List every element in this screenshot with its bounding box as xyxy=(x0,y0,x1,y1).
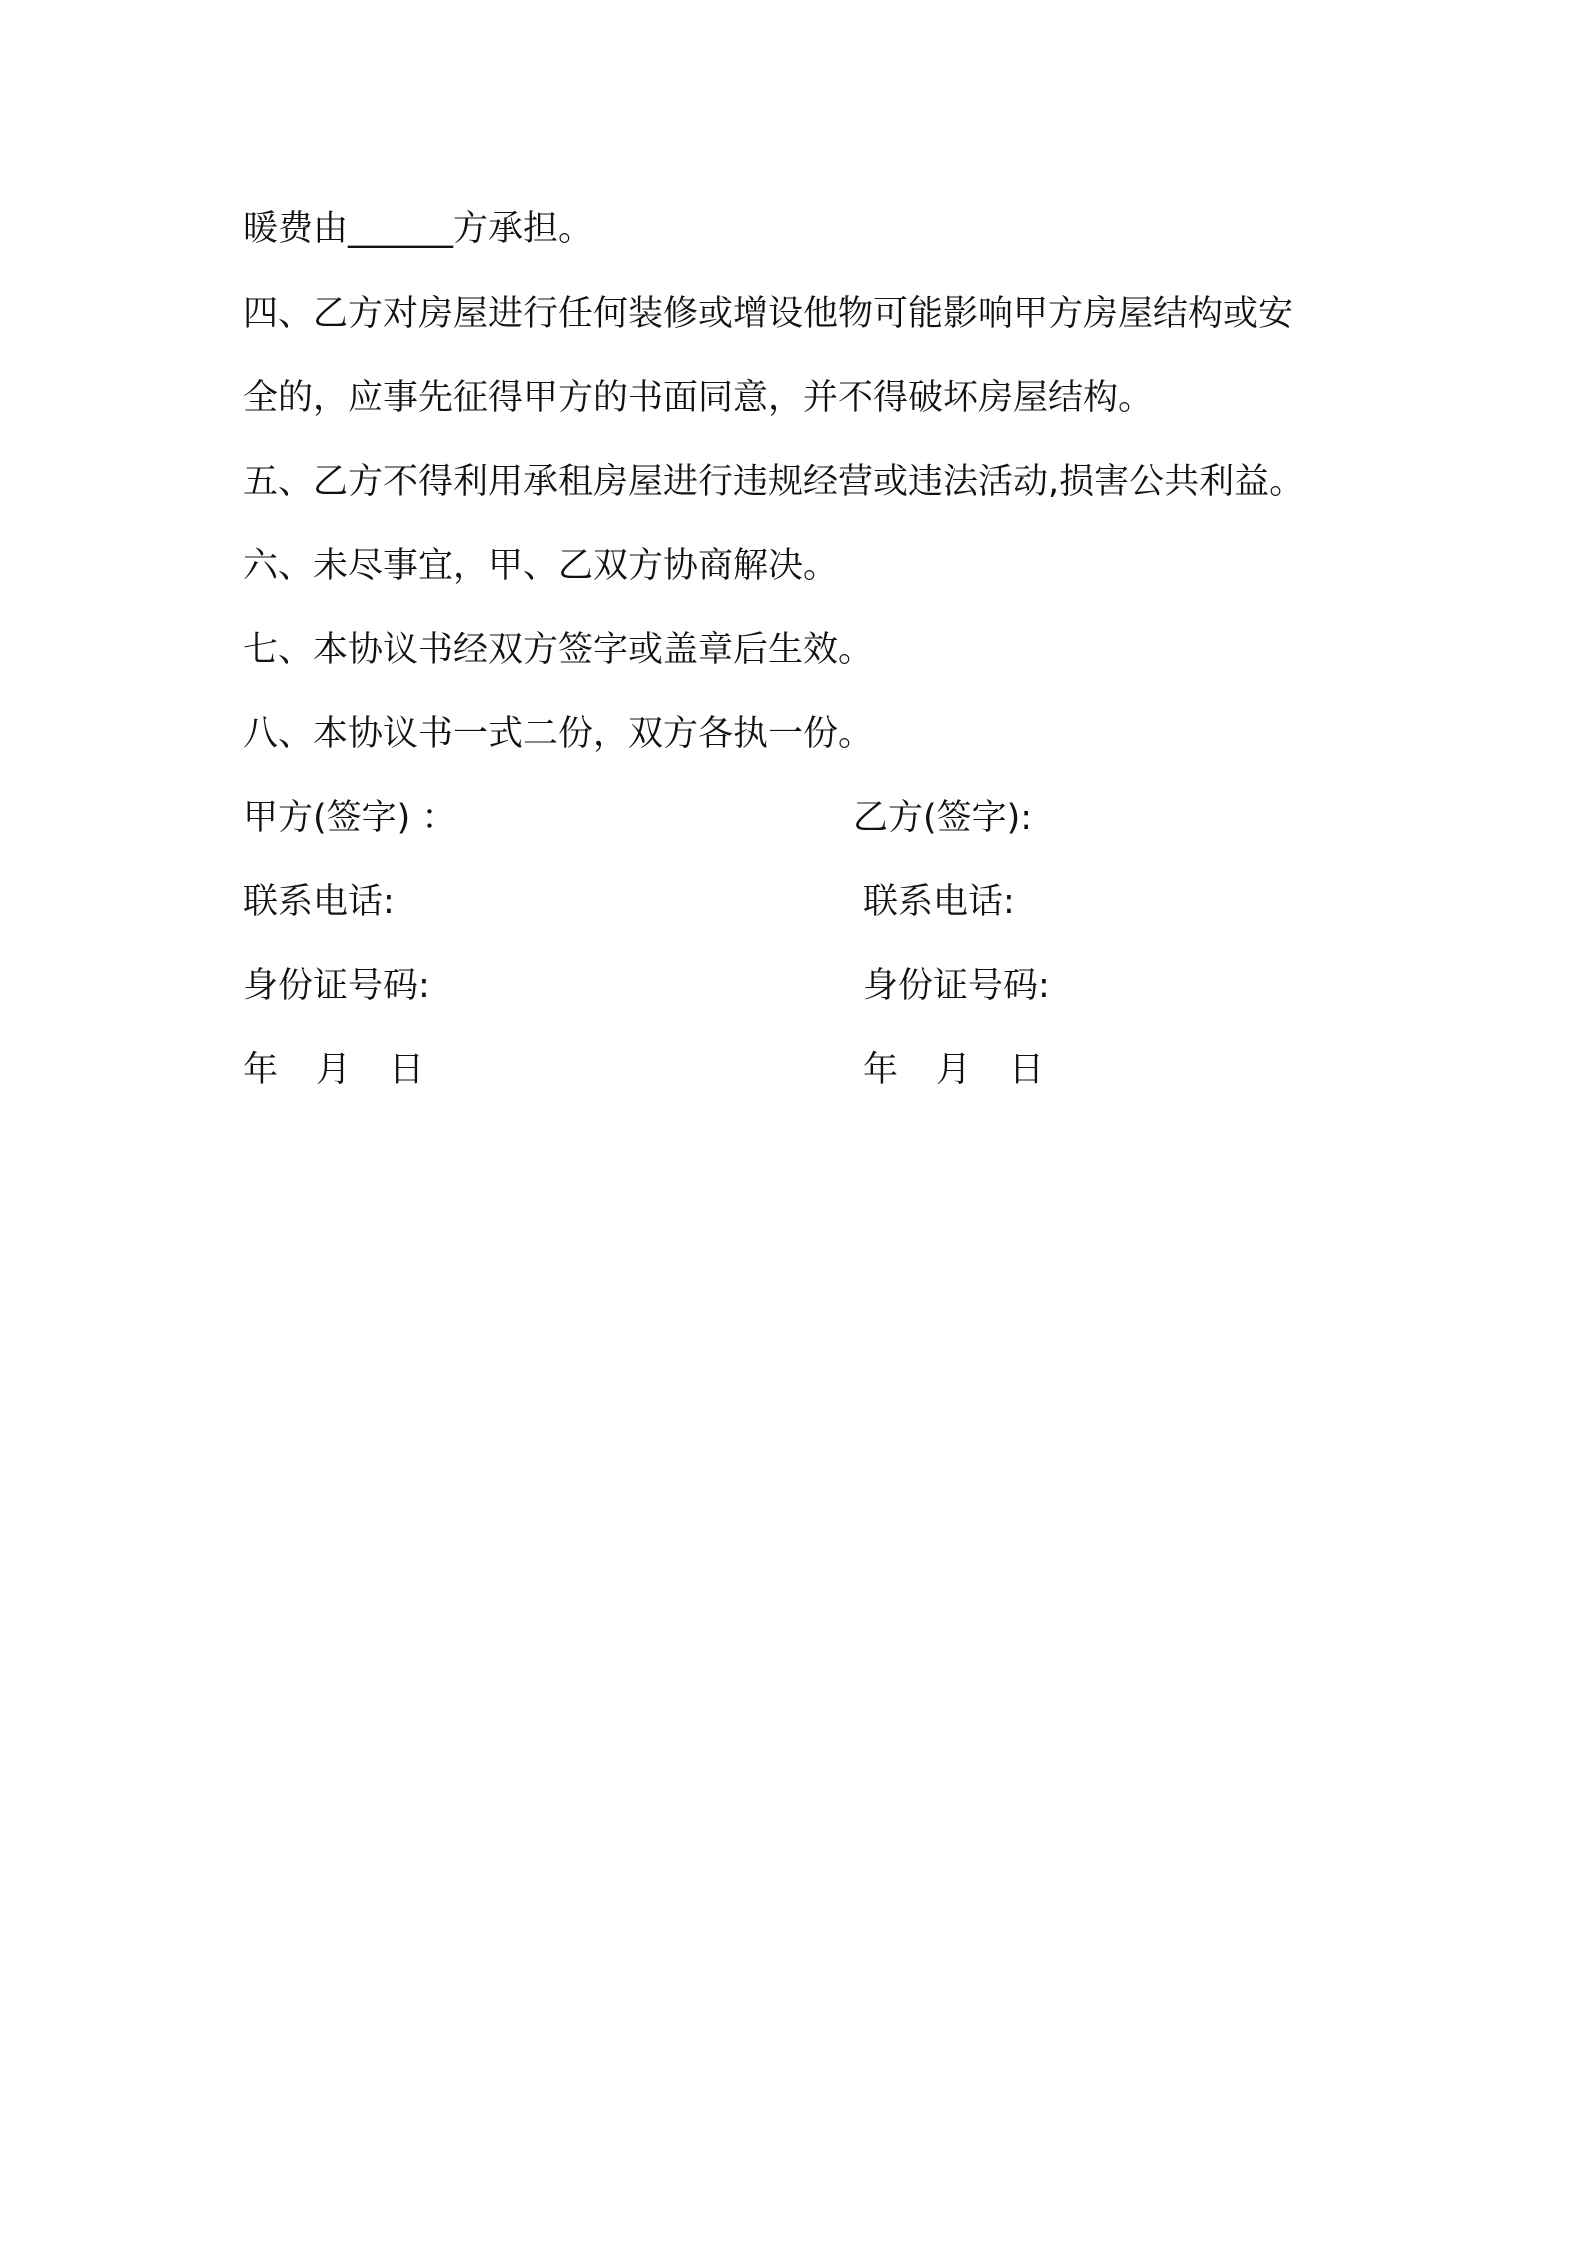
party-a-date xyxy=(243,1048,424,1092)
paragraph-clause-7: 七、本协议书经双方签字或盖章后生效。 xyxy=(243,630,874,670)
party-b-id-label: 身份证号码: xyxy=(863,966,1050,1006)
party-b-year: 年 xyxy=(863,1050,899,1090)
party-a-month: 月 xyxy=(316,1050,352,1090)
paragraph-clause-8: 八、本协议书一式二份，双方各执一份。 xyxy=(243,714,874,754)
party-b-date xyxy=(863,1048,1044,1092)
party-b-month: 月 xyxy=(936,1050,972,1090)
paragraph-clause-5: 五、乙方不得利用承租房屋进行违规经营或违法活动,损害公共利益。 xyxy=(243,462,1305,502)
party-b-day: 日 xyxy=(1009,1050,1045,1090)
party-a-phone-label: 联系电话: xyxy=(243,882,395,922)
paragraph-clause-4-line-1: 四、乙方对房屋进行任何装修或增设他物可能影响甲方房屋结构或安 xyxy=(243,294,1294,334)
party-b-sign-label: 乙方(签字): xyxy=(853,798,1033,838)
party-a-day: 日 xyxy=(389,1050,425,1090)
party-a-sign-label: 甲方(签字) ： xyxy=(243,798,457,838)
paragraph-heating-fee: 暖费由______方承担。 xyxy=(243,209,594,249)
party-b-phone-label: 联系电话: xyxy=(863,882,1015,922)
party-a-id-label: 身份证号码: xyxy=(243,966,430,1006)
paragraph-clause-6: 六、未尽事宜，甲、乙双方协商解决。 xyxy=(243,546,839,586)
party-a-year: 年 xyxy=(243,1050,279,1090)
paragraph-clause-4-line-2: 全的，应事先征得甲方的书面同意，并不得破坏房屋结构。 xyxy=(243,378,1154,418)
